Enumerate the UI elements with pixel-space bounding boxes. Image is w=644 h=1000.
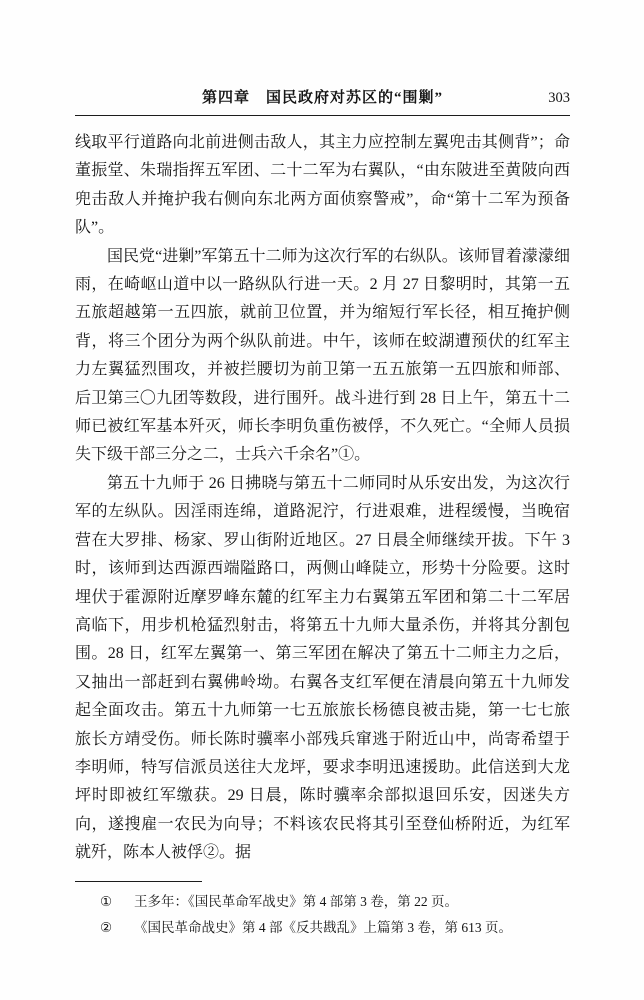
- footnote-item: [75, 889, 570, 916]
- footnote-marker: ①: [100, 893, 113, 909]
- footnote-marker: ②: [100, 920, 113, 936]
- footnote-item: [75, 915, 570, 942]
- footnote-separator: [75, 881, 202, 882]
- page-header: [75, 88, 570, 108]
- footnote-section: [75, 881, 570, 942]
- paragraph: 国民党“进剿”军第五十二师为这次行军的右纵队。该师冒着濛濛细雨，在崎岖山道中以一路纵队行进一天。2 月 27 日黎明时，其第一五五旅超越第一五四旅，就前卫位置，并为缩短行军长径，相互掩护侧背，将三个团分为两个纵队前进。中午，该师在蛟湖遭预伏的红军主力左翼猛烈围攻，并被拦腰切为前卫第一五五旅第一五四旅和师部、后卫第三〇九团等数段，进行围歼。战斗进行到 28 日上午，第五十二师已被红军基本歼灭，师长李明负重伤被俘，不久死亡。“全师人员损失下级干部三分之二，士兵六千余名”①。: [75, 247, 570, 464]
- paragraph: 第五十九师于 26 日拂晓与第五十二师同时从乐安出发，为这次行军的左纵队。因淫雨连绵，道路泥泞，行进艰难，进程缓慢，当晚宿营在大罗排、杨家、罗山街附近地区。27 日晨全师继续开拔。下午 3 时，该师到达西源西端隘路口，两侧山峰陡立，形势十分险要。这时埋伏于霍源附近摩罗峰东麓的红军主力右翼第五军团和第二十二军居高临下，用步机枪猛烈射击，将第五十九师大量杀伤，并将其分割包围。28 日，红军左翼第一、第三军团在解决了第五十二师主力之后，又抽出一部赶到右翼佛岭坳。右翼各支红军便在清晨向第五十九师发起全面攻击。第五十九师第一七五旅旅长杨德良被击毙，第一七七旅旅长方靖受伤。师长陈时骥率小部残兵窜逃于附近山中，尚寄希望于李明师，特写信派员送往大龙坪，要求李明迅速援助。此信送到大龙坪时即被红军缴获。29 日晨，陈时骥率余部拟退回乐安，因迷失方向，遂搜雇一农民为向导；不料该农民将其引至登仙桥附近，为红军就歼，陈本人被俘②。据: [75, 474, 570, 862]
- footnote-text: 《国民革命战史》第 4 部《反共戡乱》上篇第 3 卷，第 613 页。: [134, 920, 512, 936]
- running-head-chapter-title: 第四章 国民政府对苏区的“围剿”: [201, 90, 443, 106]
- footnote-text: 王多年：《国民革命军战史》第 4 部第 3 卷，第 22 页。: [134, 893, 458, 909]
- header-rule: [75, 115, 570, 116]
- page-number: 303: [548, 90, 570, 106]
- body-text: [75, 129, 570, 868]
- paragraph-continuation: 线取平行道路向北前进侧击敌人，其主力应控制左翼兜击其侧背”；命董振堂、朱瑞指挥五军团、二十二军为右翼队，“由东陂进至黄陂向西兜击敌人并掩护我右侧向东北两方面侦察警戒”，命“第十二军为预备队”。: [75, 134, 570, 237]
